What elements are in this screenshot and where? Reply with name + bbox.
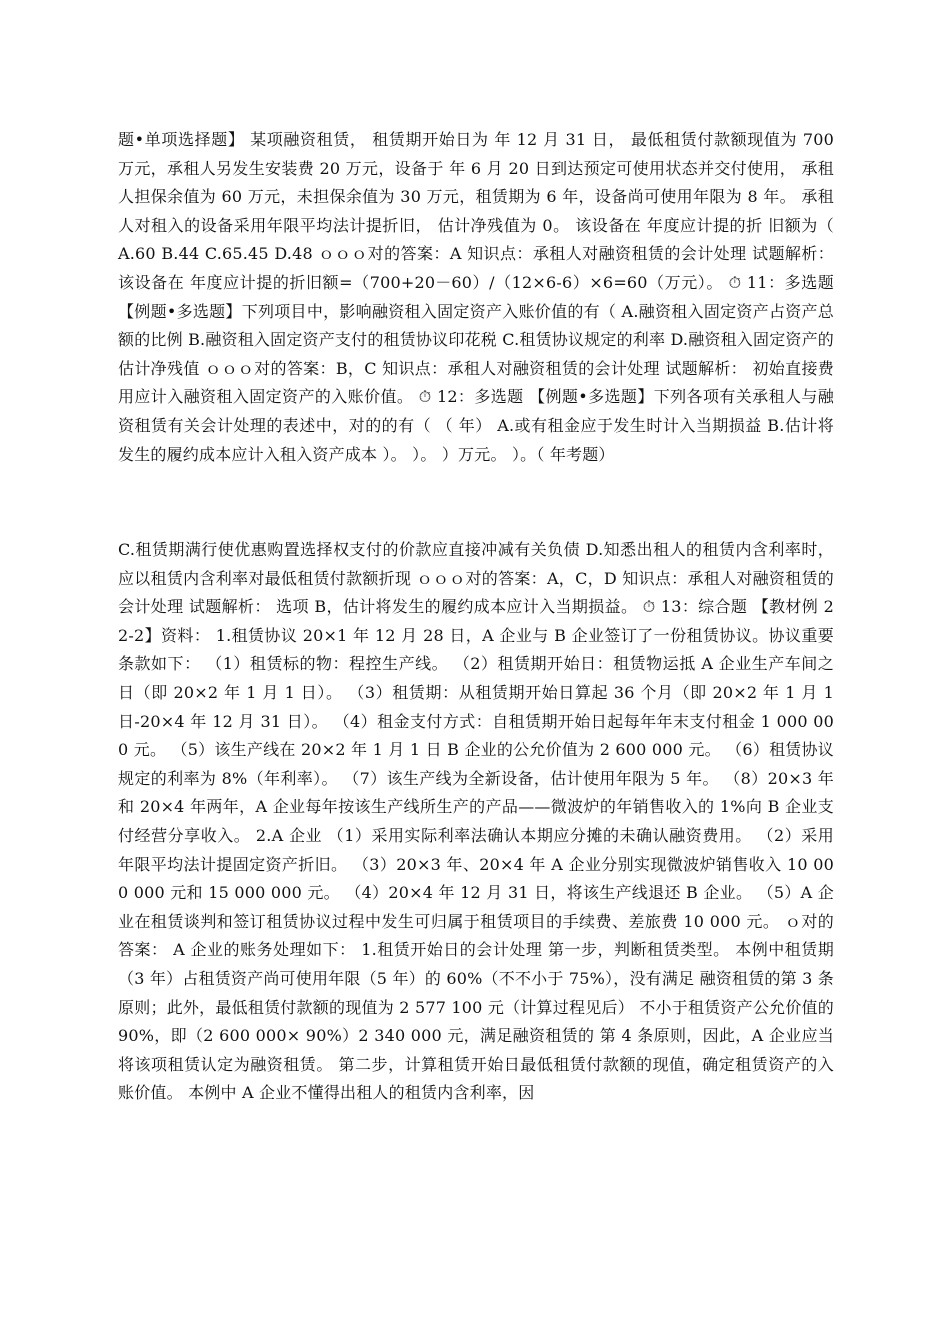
paragraph-exam-question-12-13: C.租赁期满行使优惠购置选择权支付的价款应直接冲减有关负债 D.知悉出租人的租赁内含利率时，应以租赁内含利率对最低租赁付款额折现 ｏｏｏ对的答案：A，C，D 知识点：承租人对融资租赁的会计处理 试题解析： 选项 B，估计将发生的履约成本应计入当期损益。 ⏱ 13：综合题 【教材例 22-2】资料： 1.租赁协议 20×1 年 12 月 28 日，A 企业与 B 企业签订了一份租赁协议。协议重要条款如下： （1）租赁标的物：程控生产线。 （2）租赁期开始日：租赁物运抵 A 企业生产车间之日（即 20×2 年 1 月 1 日）。 （3）租赁期：从租赁期开始日算起 36 个月（即 20×2 年 1 月 1 日-20×4 年 12 月 31 日）。 （4）租金支付方式：自租赁期开始日起每年年末支付租金 1 000 000 元。 （5）该生产线在 20×2 年 1 月 1 日 B 企业的公允价值为 2 600 000 元。 （6）租赁协议规定的利率为 8%（年利率）。 （7）该生产线为全新设备，估计使用年限为 5 年。 （8）20×3 年和 20×4 年两年，A 企业每年按该生产线所生产的产品——微波炉的年销售收入的 1%向 B 企业支付经营分享收入。 2.A 企业 （1）采用实际利率法确认本期应分摊的未确认融资费用。 （2）采用年限平均法计提固定资产折旧。 （3）20×3 年、20×4 年 A 企业分别实现微波炉销售收入 10 000 000 元和 15 000 000 元。 （4）20×4 年 12 月 31 日，将该生产线退还 B 企业。 （5）A 企业在租赁谈判和签订租赁协议过程中发生可归属于租赁项目的手续费、差旅费 10 000 元。 ｏ对的答案： A 企业的账务处理如下： 1.租赁开始日的会计处理 第一步，判断租赁类型。 本例中租赁期（3 年）占租赁资产尚可使用年限（5 年）的 60%（不不小于 75%），没有满足 融资租赁的第 3 条原则；此外，最低租赁付款额的现值为 2 577 100 元（计算过程见后） 不小于租赁资产公允价值的 90%，即（2 600 000× 90%）2 340 000 元，满足融资租赁的 第 4 条原则，因此，A 企业应当将该项租赁认定为融资租赁。 第二步，计算租赁开始日最低租赁付款额的现值，确定租赁资产的入账价值。 本例中 A 企业不懂得出租人的租赁内含利率，因 bbox=[118, 540, 834, 1103]
paragraph-exam-questions-10-12: 题•单项选择题】 某项融资租赁， 租赁期开始日为 年 12 月 31 日， 最低租赁付款额现值为 700 万元，承租人另发生安装费 20 万元，设备于 年 6 月 20 日到达预定可使用状态并交付使用， 承租人担保余值为 60 万元，未担保余值为 30 万元，租赁期为 6 年，设备尚可使用年限为 8 年。 承租人对租入的设备采用年限平均法计提折旧， 估计净残值为 0。 该设备在 年度应计提的折 旧额为（ A.60 B.44 C.65.45 D.48 ｏｏｏ对的答案：A 知识点：承租人对融资租赁的会计处理 试题解析： 该设备在 年度应计提的折旧额=（700+20－60）/（12×6-6）×6=60（万元）。 ⏱ 11：多选题 【例题•多选题】下列项目中，影响融资租入固定资产入账价值的有（ A.融资租入固定资产占资产总额的比例 B.融资租入固定资产支付的租赁协议印花税 C.租赁协议规定的利率 D.融资租入固定资产的估计净残值 ｏｏｏ对的答案：B，C 知识点：承租人对融资租赁的会计处理 试题解析： 初始直接费用应计入融资租入固定资产的入账价值。 ⏱ 12：多选题 【例题•多选题】下列各项有关承租人与融资租赁有关会计处理的表述中，对的的有（ （ 年） A.或有租金应于发生时计入当期损益 B.估计将发生的履约成本应计入租入资产成本 ）。 ）。 ）万元。 ）。（ 年考题） bbox=[118, 130, 835, 464]
